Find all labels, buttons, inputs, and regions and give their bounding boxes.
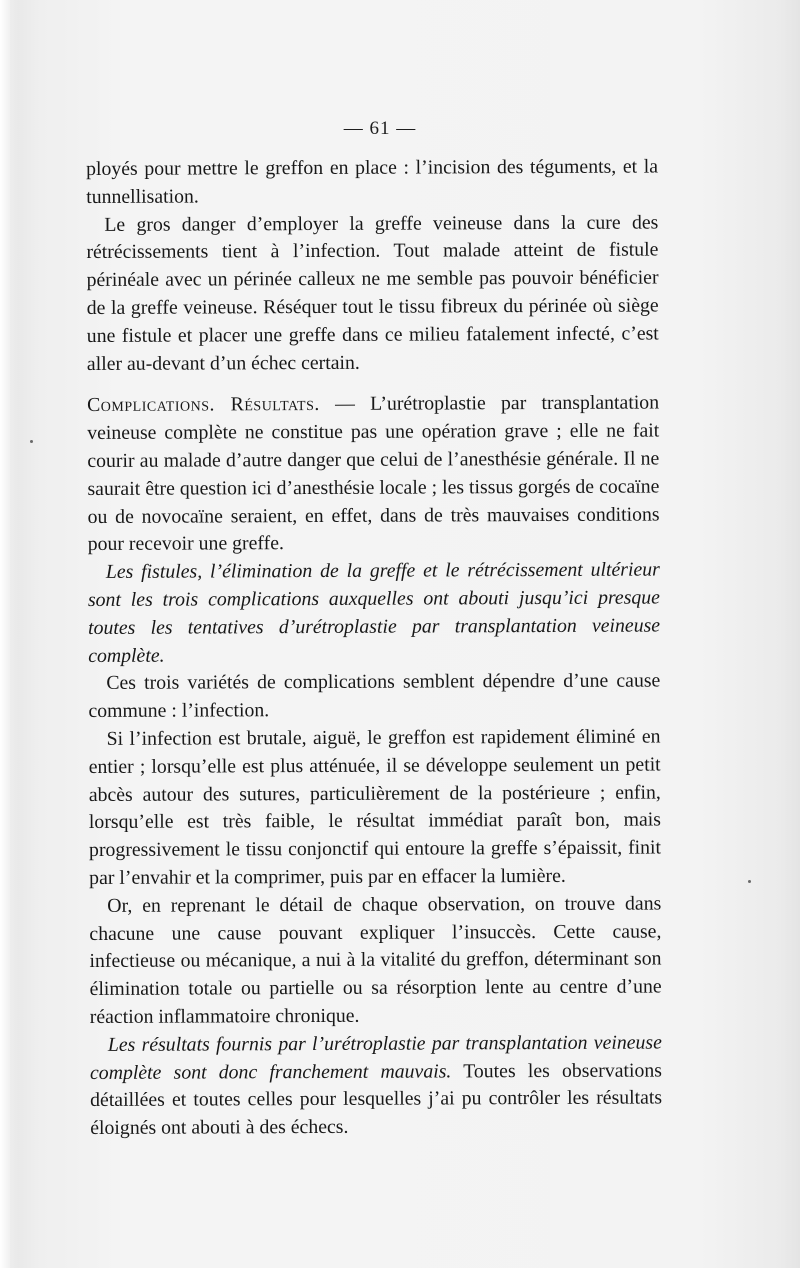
paragraph-infection-brutale: Si l’infection est brutale, aiguë, le greffon est rapidement éliminé en entier ; lorsqu’elle est plus atténuée, il se développe seulement un petit abcès autour des sutures, particulièrement de la postérieure ; enfin, lorsqu’elle est très faible, le résultat immédiat paraît bon, mais progressivement le tissu conjonctif qui entoure la greffe s’épaissit, finit par l’envahir et la comprimer, puis par en effacer la lumière.: [88, 725, 662, 889]
page-number: — 61 —: [343, 118, 417, 139]
paragraph-complications-text: — L’urétroplastie par transplantation veineuse complète ne constitue pas une opération grave ; elle ne fait courir au malade d’autre danger que celui de l’anesthésie générale. Il ne saurait être question ici d’anesthésie locale ; les tissus gorgés de cocaïne ou de novocaïne seraient, en effet, dans de très mauvaises conditions pour recevoir une greffe.: [87, 391, 660, 556]
paragraph-varietes: Ces trois variétés de complications semblent dépendre d’une cause commune : l’infection.: [88, 669, 661, 723]
scan-speck: [748, 880, 751, 883]
resultats-text: Toutes les observations détaillées et toutes celles pour lesquelles j’ai pu contrôler les résultats éloignés ont abouti à des échecs.: [90, 1058, 663, 1140]
paragraph-observation: Or, en reprenant le détail de chaque observation, on trouve dans chacune une cause pouvant expliquer l’insuccès. Cette cause, infectieuse ou mécanique, a nui à la vitalité du greffon, déterminant son élimination totale ou partielle ou sa résorption lente au centre d’une réaction inflammatoire chronique.: [89, 892, 662, 1028]
paragraph-fistules: Les fistules, l’élimination de la greffe et le rétrécissement ultérieur sont les trois complications auxquelles ont abouti jusqu’ici presque toutes les tentatives d’urétroplastie par transplantation veineuse complète.: [87, 558, 661, 667]
paragraph-infection-danger: Le gros danger d’employer la greffe veineuse dans la cure des rétrécissements tient à l’infection. Tout malade atteint de fistule périnéale avec un périnée calleux ne me semble pas pouvoir bénéficier de la greffe veineuse. Réséquer tout le tissu fibreux du périnée où siège une fistule et placer une greffe dans ce milieu fatalement infecté, c’est aller au-devant d’un échec certain.: [86, 211, 659, 375]
resultats-italic: Les résultats fournis par l’urétroplastie par transplantation veineuse complète sont donc franchement mauvais.: [89, 1031, 662, 1084]
paragraph-continuation: ployés pour mettre le greffon en place : l’incision des téguments, et la tunnellisation.: [86, 155, 659, 208]
paragraph-complications: [87, 390, 660, 559]
paragraph-resultats: [90, 1029, 662, 1143]
body-text: [86, 154, 662, 1143]
page-left-edge: [0, 0, 10, 1268]
scan-speck: [30, 440, 33, 443]
section-heading: Complications. Résultats.: [87, 393, 320, 417]
